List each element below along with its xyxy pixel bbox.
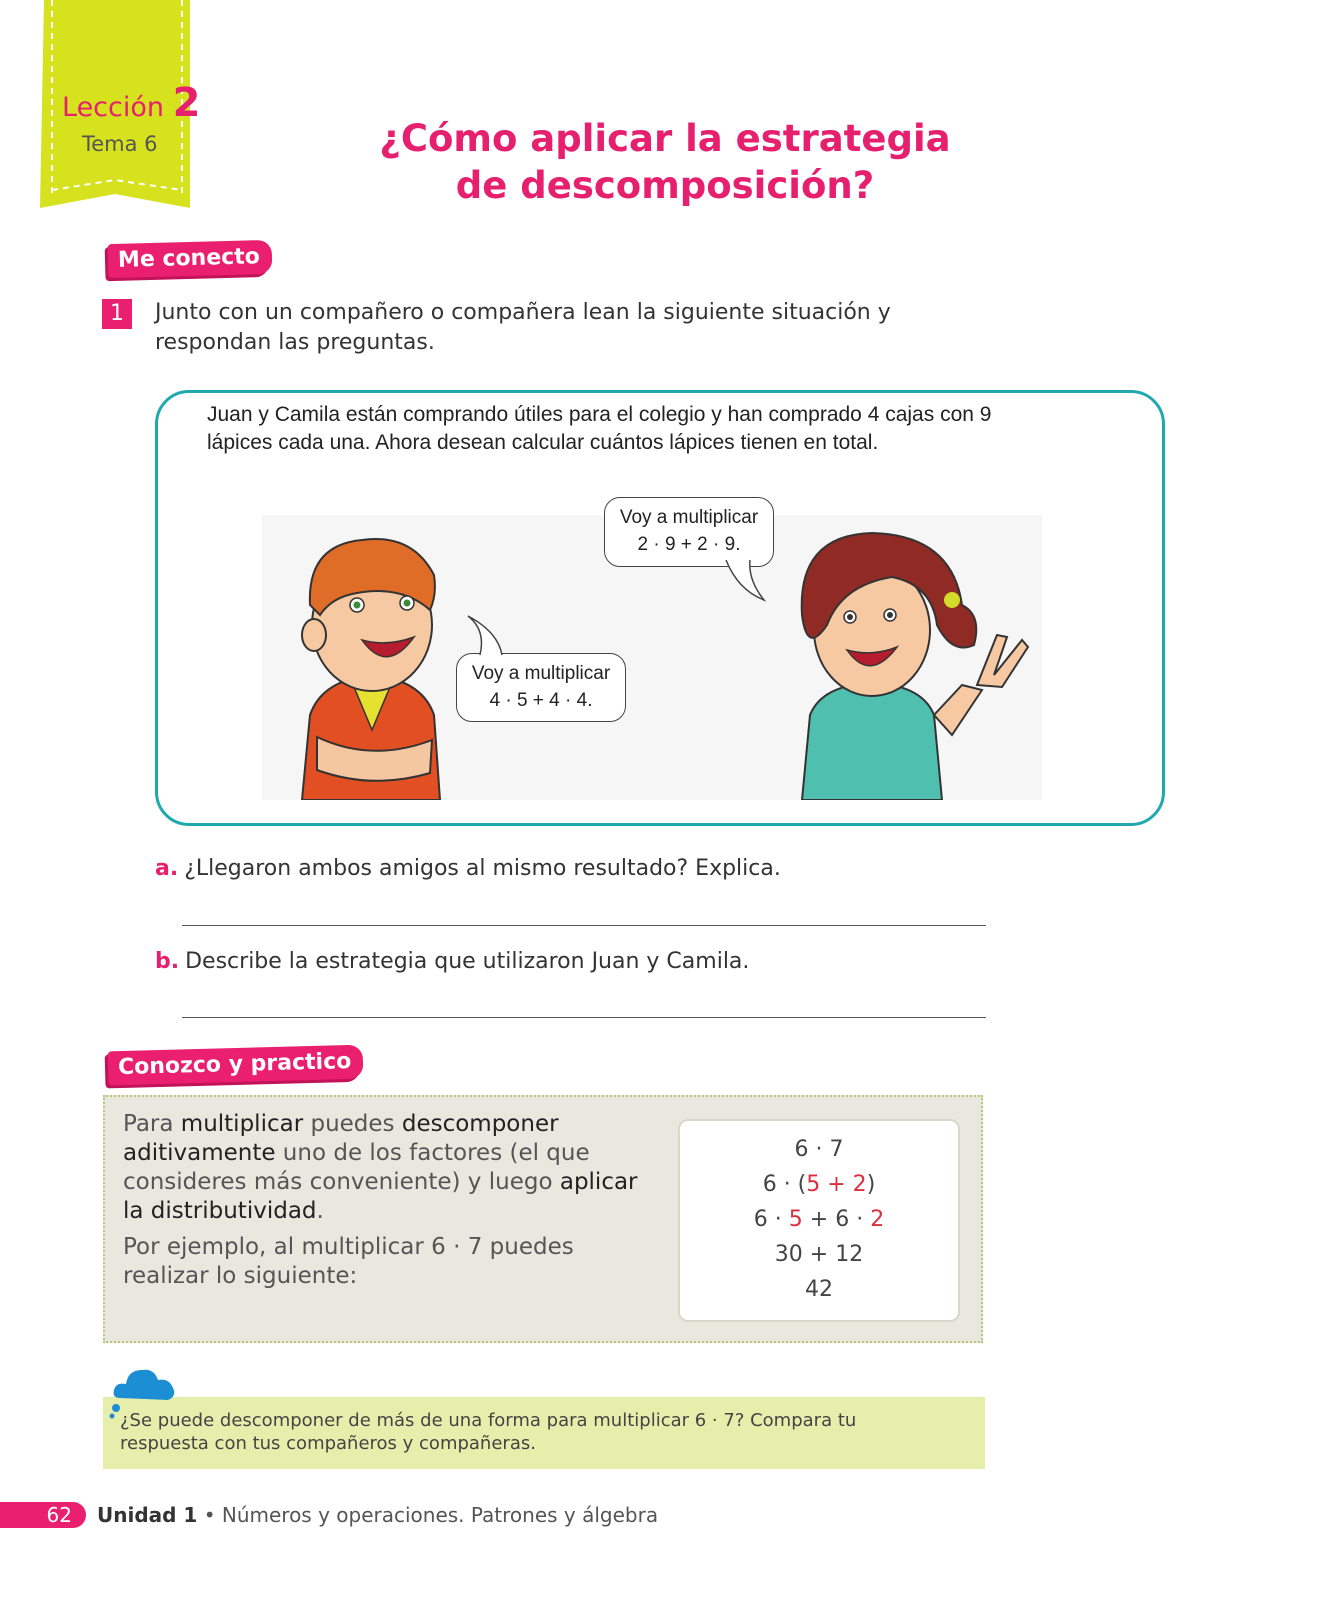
calc-highlight: 5 <box>788 1207 803 1232</box>
answer-line-b[interactable] <box>182 1017 986 1018</box>
calc-part: + 6 · <box>802 1207 871 1232</box>
question-a-letter: a. <box>155 856 179 881</box>
rule-keyword: aplicar la distributividad <box>123 1169 638 1224</box>
question-b <box>155 949 749 974</box>
section-tag-me-conecto: Me conecto <box>108 240 273 278</box>
bubble-juan-tail <box>462 614 512 656</box>
section-tag-conozco-y-practico: Conozco y practico <box>108 1045 364 1086</box>
calc-line-2 <box>678 1172 960 1197</box>
title-line-1: ¿Cómo aplicar la estrategia <box>379 117 951 160</box>
question-b-letter: b. <box>155 949 180 974</box>
calc-line-3 <box>678 1207 960 1232</box>
calc-highlight: 5 + 2 <box>806 1172 867 1197</box>
calc-line-5: 42 <box>805 1277 833 1302</box>
bubble-camila-line-1: Voy a multiplicar <box>619 507 759 528</box>
lesson-number: 2 <box>172 80 201 126</box>
reflection-text: ¿Se puede descomponer de más de una forma para multiplicar 6 · 7? Compara tu respuesta con tus compañeros y compañeras. <box>120 1410 857 1454</box>
answer-line-a[interactable] <box>182 925 986 926</box>
bubble-camila-tail <box>720 560 770 602</box>
calc-part: 6 · ( <box>762 1172 807 1197</box>
camila-illustration <box>802 533 1028 800</box>
calc-part: ) <box>866 1172 876 1197</box>
speech-bubble-camila <box>604 497 774 567</box>
question-a-text: ¿Llegaron ambos amigos al mismo resultado? Explica. <box>184 856 781 881</box>
bubble-juan-line-2: 4 · 5 + 4 · 4. <box>489 690 593 711</box>
rule-keyword: descomponer aditivamente <box>123 1111 559 1166</box>
activity-number: 1 <box>102 299 132 329</box>
lesson-word: Lección <box>62 92 165 123</box>
calc-line-1: 6 · 7 <box>794 1137 844 1162</box>
activity-instruction: Junto con un compañero o compañera lean la siguiente situación y respondan las preguntas. <box>155 300 891 355</box>
calc-highlight: 2 <box>870 1207 885 1232</box>
rule-part: . <box>316 1198 324 1224</box>
speech-bubble-juan <box>456 653 626 722</box>
footer-topic: Números y operaciones. Patrones y álgebra <box>221 1503 659 1527</box>
calc-part: 6 · <box>753 1207 789 1232</box>
rule-part: uno de los factores (el que consideres más conveniente) y luego <box>123 1140 590 1195</box>
bubble-camila-line-2: 2 · 9 + 2 · 9. <box>637 534 741 555</box>
calc-line-4: 30 + 12 <box>774 1242 864 1267</box>
page-title <box>280 115 1050 209</box>
rule-keyword: multiplicar <box>180 1111 304 1137</box>
question-b-text: Describe la estrategia que utilizaron Juan y Camila. <box>185 949 750 974</box>
title-line-2: de descomposición? <box>455 164 875 207</box>
footer-unit: Unidad 1 <box>97 1503 198 1527</box>
practice-rule <box>123 1110 663 1226</box>
practice-text <box>123 1110 663 1291</box>
practice-example: Por ejemplo, al multiplicar 6 · 7 puedes realizar lo siguiente: <box>123 1234 574 1289</box>
page-number: 62 <box>0 1502 86 1528</box>
situation-text: Juan y Camila están comprando útiles para el colegio y han comprado 4 cajas con 9 lápices cada una. Ahora desean calcular cuántos lápices tienen en total. <box>207 403 992 454</box>
rule-part: puedes <box>303 1111 402 1137</box>
bubble-juan-line-1: Voy a multiplicar <box>471 663 611 684</box>
lesson-label <box>62 80 201 126</box>
footer-text <box>97 1502 658 1528</box>
rule-part: Para <box>123 1111 181 1137</box>
question-a <box>155 856 781 881</box>
topic-label: Tema 6 <box>82 132 158 156</box>
juan-illustration <box>302 539 440 800</box>
footer-separator: • <box>197 1503 222 1527</box>
